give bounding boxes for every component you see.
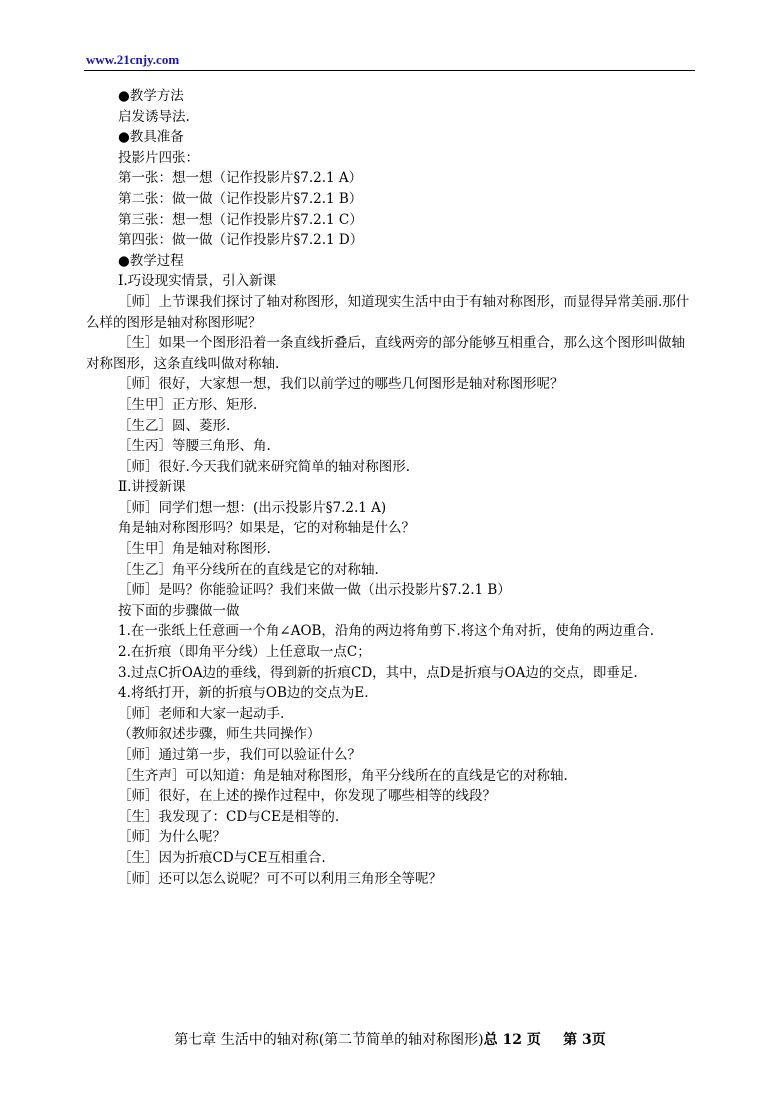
step-item: 2.在折痕（即角平分线）上任意取一点C； [118,644,371,661]
paragraph: ［生丙］等腰三角形、角. [118,438,271,455]
subsection-heading: Ⅰ.巧设现实情景，引入新课 [118,273,277,290]
header-url[interactable]: www.21cnjy.com [86,52,180,67]
paragraph: ［师］是吗？你能验证吗？我们来做一做（出示投影片§7.2.1 B） [118,582,511,599]
paragraph: ［师］上节课我们探讨了轴对称图形，知道现实生活中由于有轴对称图形，而显得异常美丽.那什么样的图形是轴对称图形呢？ [86,293,690,331]
list-item: 第四张：做一做（记作投影片§7.2.1 D） [118,232,364,249]
paragraph: 投影片四张： [118,149,199,166]
paragraph: 按下面的步骤做一做 [118,602,240,619]
footer-page-number: 第 3页 [563,1032,606,1048]
paragraph: ［生齐声］可以知道：角是轴对称图形，角平分线所在的直线是它的对称轴. [118,767,568,784]
step-item: 4.将纸打开，新的折痕与OB边的交点为E. [118,685,369,702]
list-item: 第二张：做一做（记作投影片§7.2.1 B） [118,190,363,207]
paragraph: ［生甲］角是轴对称图形. [118,541,271,558]
paragraph: ［师］很好，大家想一想，我们以前学过的哪些几何图形是轴对称图形呢？ [118,376,564,393]
step-item: 3.过点C折OA边的垂线，得到新的折痕CD，其中，点D是折痕与OA边的交点，即垂足. [118,664,638,681]
step-item: 1.在一张纸上任意画一个角∠AOB，沿角的两边将角剪下.将这个角对折，使角的两边重合. [118,623,655,640]
section-heading-tools: ●教具准备 [118,129,184,146]
document-body [86,86,695,889]
paragraph: ［生乙］圆、菱形. [118,417,231,434]
list-item: 第一张：想一想（记作投影片§7.2.1 A） [118,170,363,187]
paragraph: ［生甲］正方形、矩形. [118,396,258,413]
page-footer [0,1029,780,1049]
paragraph: ［师］通过第一步，我们可以验证什么？ [118,747,361,763]
paragraph: ［师］还可以怎么说呢？可不可以利用三角形全等呢？ [118,870,442,887]
list-item: 第三张：想一想（记作投影片§7.2.1 C） [118,211,363,228]
paragraph: 启发诱导法. [118,108,190,125]
paragraph: ［师］同学们想一想：(出示投影片§7.2.1 A) [118,499,387,516]
section-heading-process: ●教学过程 [118,252,184,269]
section-heading-method: ●教学方法 [118,88,184,104]
footer-total-pages: 总 12 页 [483,1032,541,1048]
paragraph: 角是轴对称图形吗？如果是，它的对称轴是什么？ [118,520,415,537]
paragraph: （教师叙述步骤，师生共同操作） [118,726,321,743]
paragraph: ［生］因为折痕CD与CE互相重合. [118,849,326,866]
paragraph: ［师］老师和大家一起动手. [118,705,285,722]
header-divider [84,70,695,71]
subsection-heading: Ⅱ.讲授新课 [118,479,186,496]
paragraph: ［师］很好，在上述的操作过程中，你发现了哪些相等的线段？ [118,788,496,805]
paragraph: ［师］很好.今天我们就来研究简单的轴对称图形. [118,458,411,475]
paragraph: ［生乙］角平分线所在的直线是它的对称轴. [118,561,379,578]
paragraph: ［师］为什么呢？ [118,829,226,846]
footer-chapter: 第七章 生活中的轴对称(第二节简单的轴对称图形) [174,1032,484,1048]
paragraph: ［生］我发现了：CD与CE是相等的. [118,808,340,825]
paragraph: ［生］如果一个图形沿着一条直线折叠后，直线两旁的部分能够互相重合，那么这个图形叫做轴对称图形，这条直线叫做对称轴. [86,335,685,372]
